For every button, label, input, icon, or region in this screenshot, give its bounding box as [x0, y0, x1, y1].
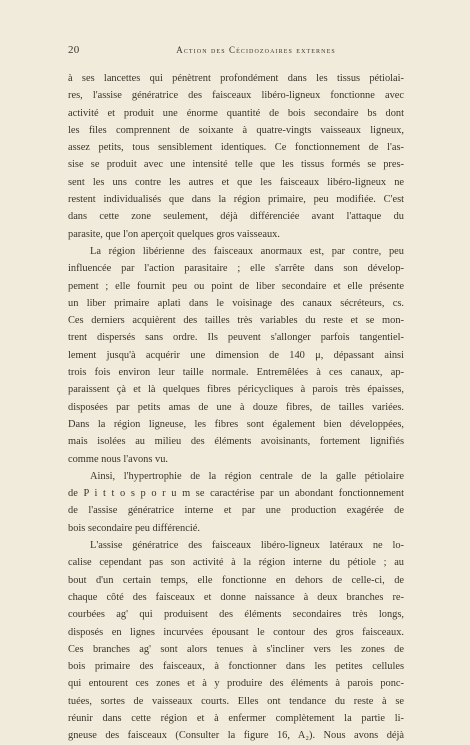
text-line: comme nous l'avons vu. [68, 453, 168, 465]
text-line: chaque côté des faisceaux et donne naissance à deux branches re- [68, 591, 404, 603]
text-line: les files comprennent de soixante à quatre-vingts vaisseaux ligneux, [68, 124, 404, 136]
text-line: Ces derniers acquièrent des tailles très variables du reste et se mon- [68, 315, 404, 327]
text-line: trois fois environ leur taille normale. Entremêlées à ces canaux, ap- [68, 367, 404, 379]
text-line: activité et produit une énorme quantité de bois secondaire bs dont [68, 107, 404, 119]
text-line: parasite, que l'on aperçoit quelques gros vaisseaux. [68, 228, 280, 240]
text-line: qui entourent ces zones et à y produire des éléments à parois ponc- [68, 678, 404, 690]
text-line: un liber primaire aplati dans le voisinage des canaux sécréteurs, cs. [68, 297, 404, 309]
text-line: courbées ag' qui produisent des éléments secondaires très longs, [68, 609, 404, 621]
text-line: trent dispersés sans ordre. Ils peuvent s'allonger parfois tangentiel- [68, 332, 404, 344]
text-line: lement jusqu'à acquérir une dimension de 140 μ, dépassant ainsi [68, 349, 404, 361]
text-line: de P i t t o s p o r u m se caractérise par un abondant fonctionnement [68, 488, 404, 500]
text-line: à ses lancettes qui pénètrent profondément dans les tissus pétiolai- [68, 73, 404, 84]
text-line: Ces branches ag' sont alors tenues à s'incliner vers les zones de [68, 643, 404, 655]
text-line: influencée par l'action parasitaire ; elle s'arrête dans son dévelop- [68, 263, 404, 275]
text-line: disposés en lignes incurvées épousant le contour des gros faisceaux. [68, 626, 404, 638]
text-line: assez petits, tous sensiblement identiques. Ce fonctionnement de l'as- [68, 142, 404, 154]
page-header [68, 44, 404, 58]
text-line: pement ; elle fournit peu ou point de liber secondaire et elle présente [68, 280, 404, 292]
text-line: gneuse des faisceaux (Consulter la figure 16, A₂). Nous avons déjà [68, 730, 404, 742]
text-line: mais isolées au milieu des éléments avoisinants, fortement lignifiés [68, 436, 404, 448]
text-line: bois secondaire peu différencié. [68, 522, 200, 534]
text-line: sent les uns contre les autres et que les faisceaux libéro-ligneux ne [68, 176, 404, 188]
text-line: Dans la région ligneuse, les fibres sont également bien développées, [68, 418, 404, 430]
text-line: La région libérienne des faisceaux anormaux est, par contre, peu [90, 245, 404, 257]
text-line: res, l'assise génératrice des faisceaux libéro-ligneux fonctionne avec [68, 90, 404, 102]
text-line: L'assise génératrice des faisceaux libéro-ligneux latéraux ne lo- [90, 540, 404, 552]
text-line: sise se produit avec une intensité telle que les tissus formés se pres- [68, 159, 404, 171]
text-line: de l'assise génératrice interne et par une production exagérée de [68, 505, 404, 517]
body-text [68, 70, 404, 742]
text-line: paraissent çà et là quelques fibres péricycliques à parois très épaisses, [68, 384, 404, 396]
text-line: disposées par petits amas de une à douze fibres, de tailles variées. [68, 401, 404, 413]
page-number: 20 [68, 44, 80, 56]
text-line: bois primaire des faisceaux, à fonctionner dans les petites cellules [68, 661, 404, 673]
running-title: Action des Cécidozoaires externes [176, 45, 336, 55]
text-line: tuées, sortes de vaisseaux courts. Elles ont tendance du reste à se [68, 695, 404, 707]
text-line: Ainsi, l'hypertrophie de la région centrale de la galle pétiolaire [90, 470, 404, 482]
text-line: dans cette zone seulement, déjà différenciée avant l'attaque du [68, 211, 404, 223]
text-line: calise cependant pas son activité à la région interne du pétiole ; au [68, 557, 404, 569]
text-line: bout d'un certain temps, elle fonctionne en dehors de celle-ci, de [68, 574, 404, 586]
text-line: restent individualisés que dans la région primaire, peu modifiée. C'est [68, 194, 404, 206]
text-line: réunir dans cette région et à enfermer complètement la partie li- [68, 712, 404, 724]
